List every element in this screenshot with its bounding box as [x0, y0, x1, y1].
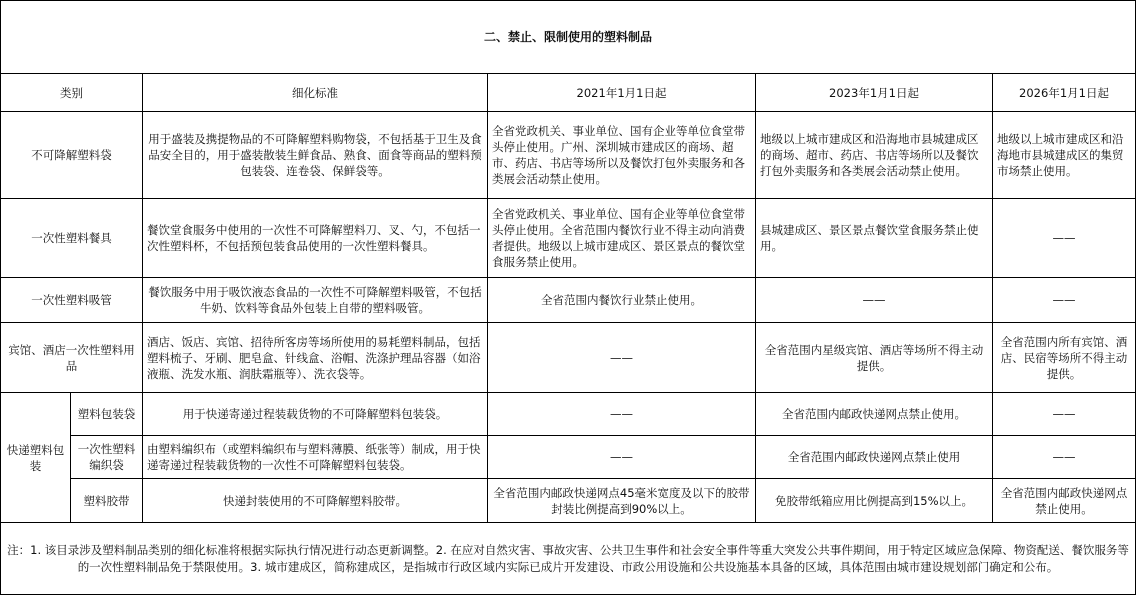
cell-2026: —— — [993, 278, 1136, 323]
cell-2021: 全省党政机关、事业单位、国有企业等单位食堂带头停止使用。广州、深圳城市建成区的商场、超市、药店、书店等场所以及餐饮打包外卖服务和各类展会活动禁止使用。 — [488, 112, 756, 199]
cell-2023: 县城建成区、景区景点餐饮堂食服务禁止使用。 — [756, 199, 993, 278]
category-cell: 宾馆、酒店一次性塑料用品 — [1, 323, 143, 393]
cell-2026: —— — [993, 393, 1136, 436]
standard-cell: 餐饮服务中用于吸饮液态食品的一次性不可降解塑料吸管，不包括牛奶、饮料等食品外包装上自带的塑料吸管。 — [143, 278, 488, 323]
category-cell: 快递塑料包装 — [1, 393, 71, 523]
header-2023: 2023年1月1日起 — [756, 74, 993, 112]
cell-2023: 全省范围内邮政快递网点禁止使用。 — [756, 393, 993, 436]
category-cell: 一次性塑料吸管 — [1, 278, 143, 323]
table-row — [1, 436, 1136, 479]
cell-2021: 全省范围内邮政快递网点45毫米宽度及以下的胶带封装比例提高到90%以上。 — [488, 479, 756, 523]
cell-2021: —— — [488, 393, 756, 436]
table-row — [1, 479, 1136, 523]
cell-2023: 地级以上城市建成区和沿海地市县城建成区的商场、超市、药店、书店等场所以及餐饮打包外卖服务和各类展会活动禁止使用。 — [756, 112, 993, 199]
cell-2023: —— — [756, 278, 993, 323]
table-row — [1, 278, 1136, 323]
header-category: 类别 — [1, 74, 143, 112]
cell-2026: —— — [993, 436, 1136, 479]
standard-cell: 酒店、饭店、宾馆、招待所客房等场所使用的易耗塑料制品，包括塑料梳子、牙刷、肥皂盒、针线盒、浴帽、洗涤护理品容器（如浴液瓶、洗发水瓶、润肤霜瓶等）、洗衣袋等。 — [143, 323, 488, 393]
cell-2026: 全省范围内所有宾馆、酒店、民宿等场所不得主动提供。 — [993, 323, 1136, 393]
footnote: 注：1. 该目录涉及塑料制品类别的细化标准将根据实际执行情况进行动态更新调整。2. 在应对自然灾害、事故灾害、公共卫生事件和社会安全事件等重大突发公共事件期间，用于特定区域应急保障、物资配送、餐饮服务等的一次性塑料制品免于禁限使用。3. 城市建成区，简称建成区，是指城市行政区域内实际已成片开发建设、市政公用设施和公共设施基本具备的区域，具体范围由城市建设规划部门确定和公布。 — [1, 523, 1136, 595]
standard-cell: 由塑料编织布（或塑料编织布与塑料薄膜、纸张等）制成，用于快递寄递过程装载货物的一次性不可降解塑料包装袋。 — [143, 436, 488, 479]
category-cell: 一次性塑料餐具 — [1, 199, 143, 278]
cell-2026: —— — [993, 199, 1136, 278]
cell-2021: —— — [488, 323, 756, 393]
cell-2026: 全省范围内邮政快递网点禁止使用。 — [993, 479, 1136, 523]
cell-2026: 地级以上城市建成区和沿海地市县城建成区的集贸市场禁止使用。 — [993, 112, 1136, 199]
cell-2021: 全省党政机关、事业单位、国有企业等单位食堂带头停止使用。全省范围内餐饮行业不得主动向消费者提供。地级以上城市建成区、景区景点的餐饮堂食服务禁止使用。 — [488, 199, 756, 278]
cell-2023: 全省范围内星级宾馆、酒店等场所不得主动提供。 — [756, 323, 993, 393]
standard-cell: 快递封装使用的不可降解塑料胶带。 — [143, 479, 488, 523]
table-row — [1, 199, 1136, 278]
header-2026: 2026年1月1日起 — [993, 74, 1136, 112]
table-row — [1, 393, 1136, 436]
subcategory-cell: 塑料包装袋 — [71, 393, 143, 436]
subcategory-cell: 塑料胶带 — [71, 479, 143, 523]
subcategory-cell: 一次性塑料编织袋 — [71, 436, 143, 479]
table-title: 二、禁止、限制使用的塑料制品 — [1, 1, 1136, 74]
standard-cell: 用于快递寄递过程装载货物的不可降解塑料包装袋。 — [143, 393, 488, 436]
table-row — [1, 323, 1136, 393]
table-row — [1, 112, 1136, 199]
cell-2021: 全省范围内餐饮行业禁止使用。 — [488, 278, 756, 323]
header-2021: 2021年1月1日起 — [488, 74, 756, 112]
standard-cell: 用于盛装及携提物品的不可降解塑料购物袋，不包括基于卫生及食品安全目的，用于盛装散装生鲜食品、熟食、面食等商品的塑料预包装袋、连卷袋、保鲜袋等。 — [143, 112, 488, 199]
category-cell: 不可降解塑料袋 — [1, 112, 143, 199]
standard-cell: 餐饮堂食服务中使用的一次性不可降解塑料刀、叉、勺，不包括一次性塑料杯，不包括预包装食品使用的一次性塑料餐具。 — [143, 199, 488, 278]
header-standard: 细化标准 — [143, 74, 488, 112]
cell-2023: 全省范围内邮政快递网点禁止使用 — [756, 436, 993, 479]
cell-2021: —— — [488, 436, 756, 479]
cell-2023: 免胶带纸箱应用比例提高到15%以上。 — [756, 479, 993, 523]
